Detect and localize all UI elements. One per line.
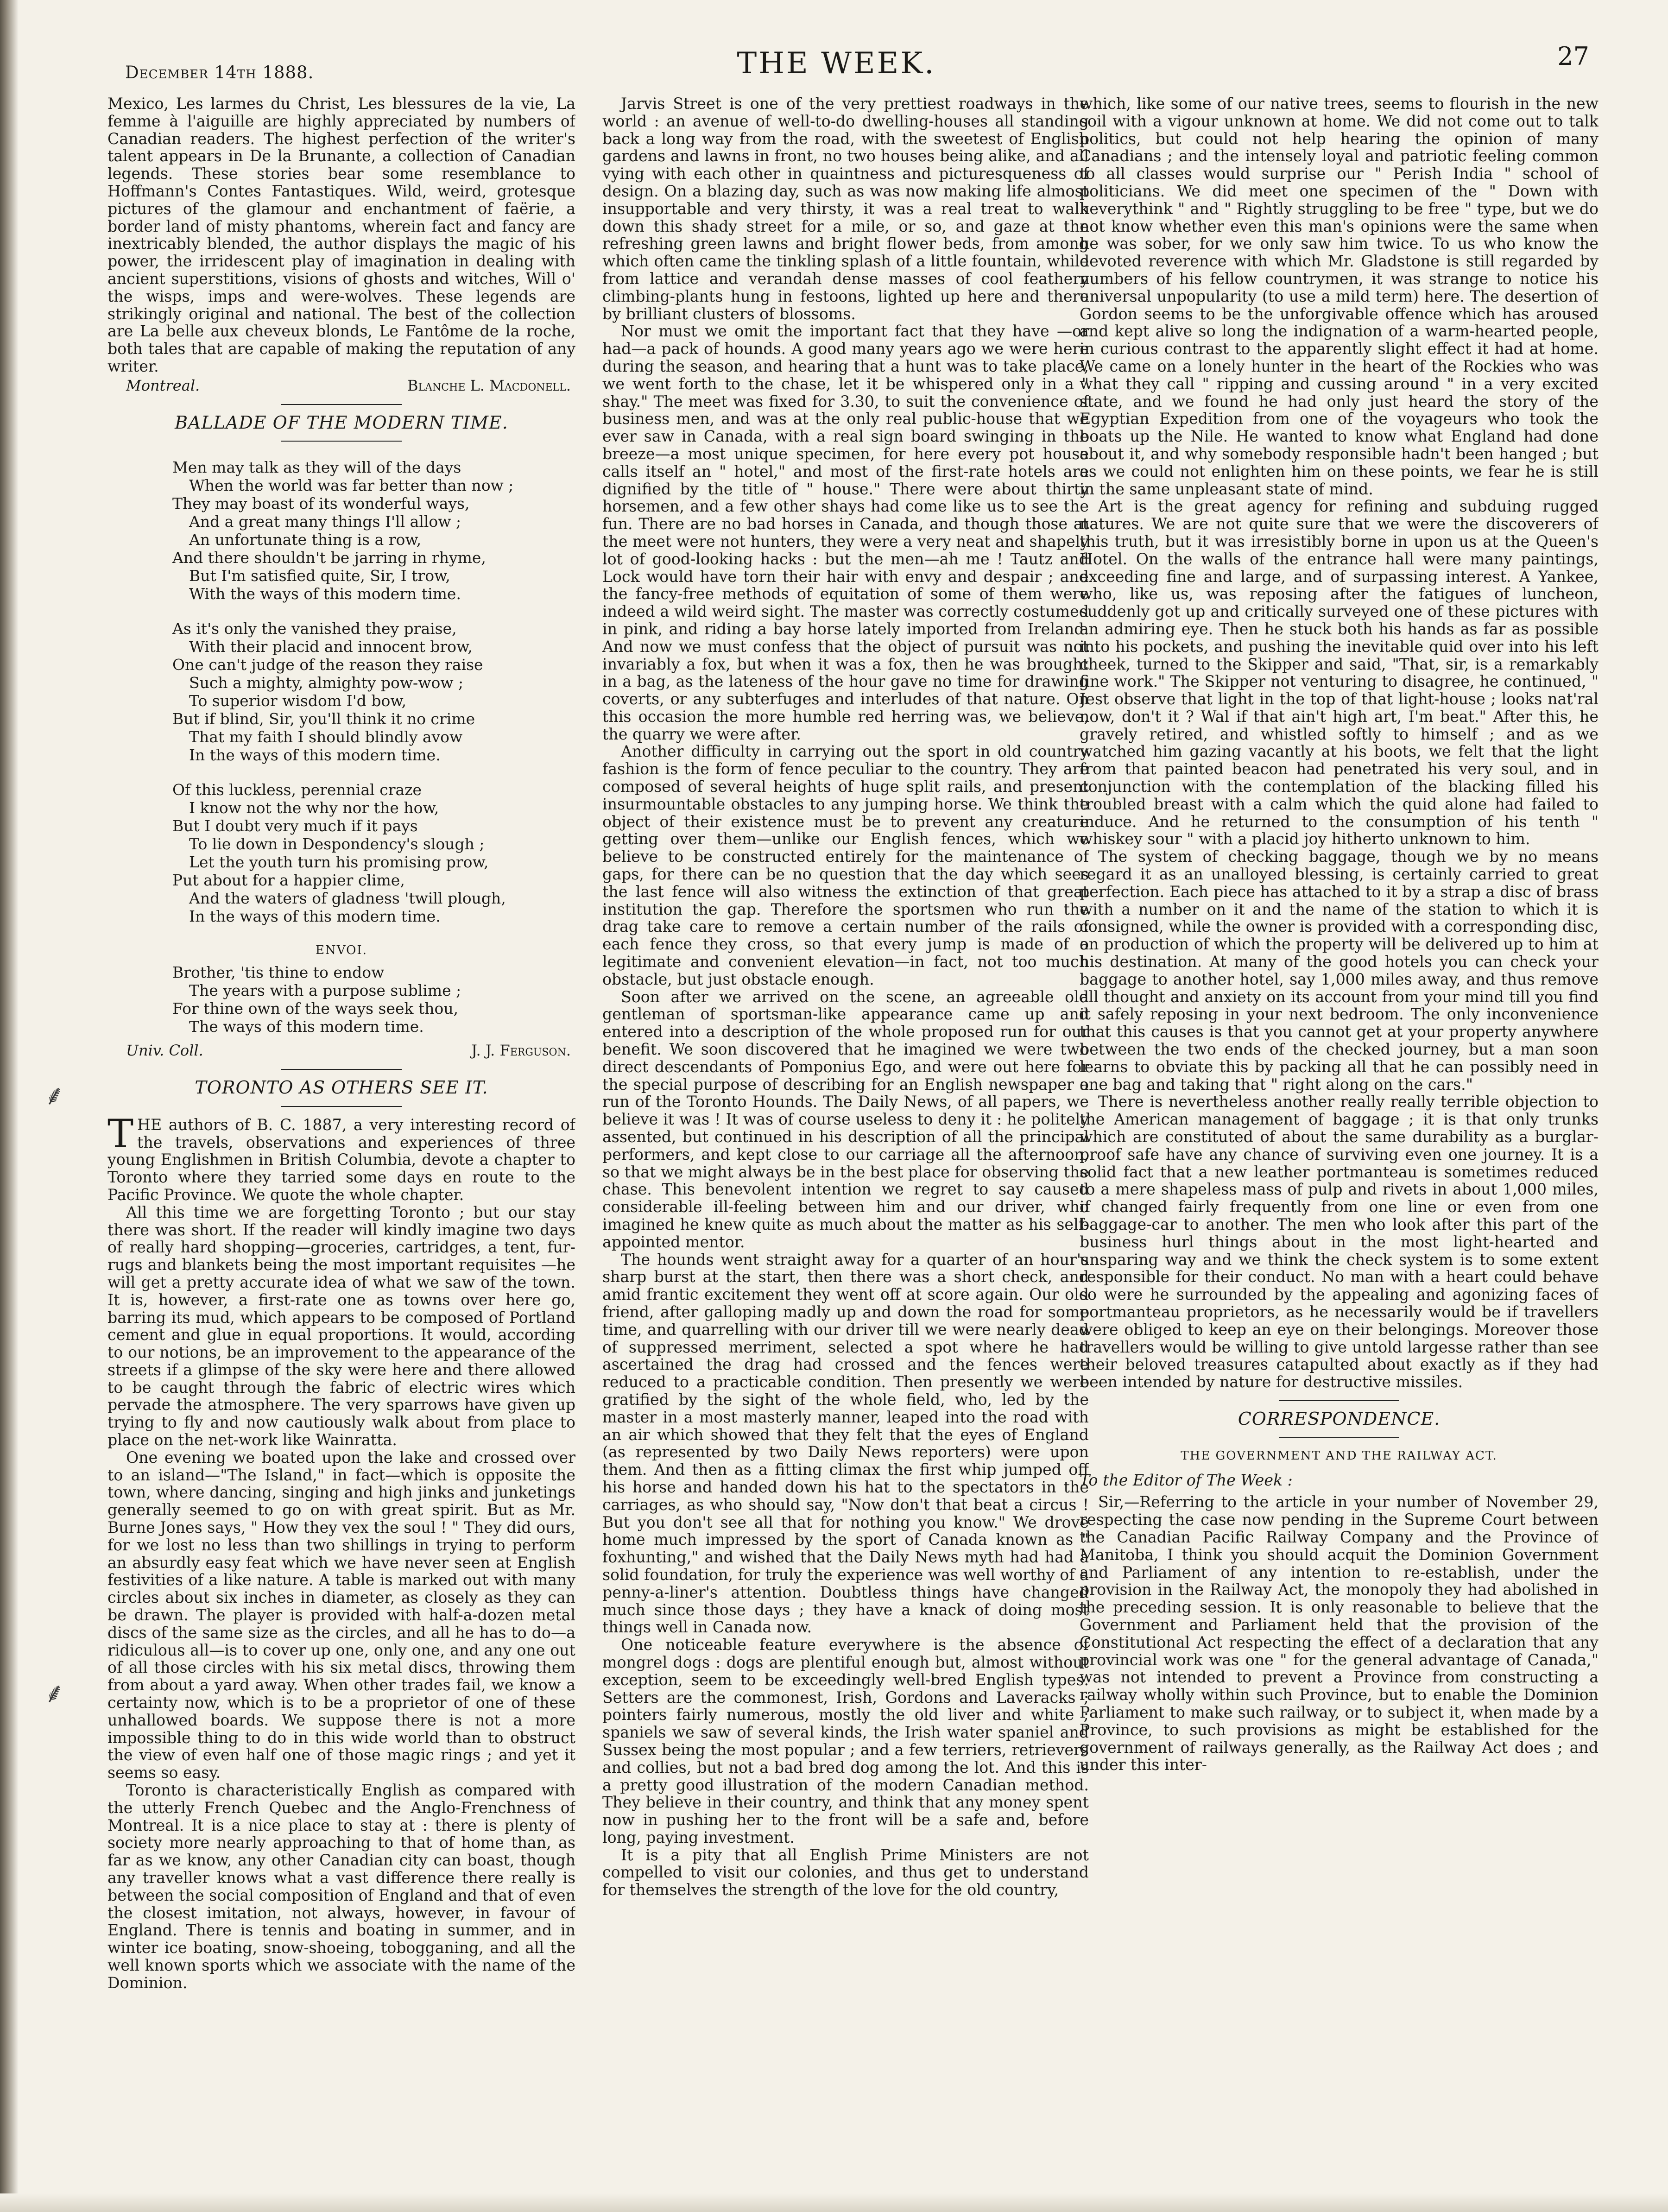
poem-line: And a great many things I'll allow ; (189, 512, 461, 531)
signature-macdonell (107, 377, 575, 395)
column-1 (107, 95, 575, 2180)
section-rule (281, 404, 402, 405)
poem-line: Of this luckless, perennial craze (172, 781, 422, 799)
poem-line: I know not the why nor the how, (189, 799, 439, 817)
poem-line: For thine own of the ways seek thou, (172, 999, 459, 1018)
poem-line: But I'm satisfied quite, Sir, I trow, (189, 567, 450, 585)
toronto-article-title: TORONTO AS OTHERS SEE IT. (195, 1077, 488, 1098)
toronto-paragraph-3: One evening we boated upon the lake and crossed over to an island—"The Island," in fact—which is opposite the town, where dancing, singing and high jinks and junketings generally seemed to go on with great spirit. But as Mr. Burne Jones says, " How they vex the soul ! " They did ours, for we lost no less than two shillings in trying to perform an absurdly easy feat which we have never seen at English festivities of a like nature. A table is marked out with many circles about six inches in diameter, as closely as they can be drawn. The player is provided with half-a-dozen metal discs of the same size as the circles, and all he has to do—a ridiculous all—is to cover up one, only one, and any one out of all those circles with his six metal discs, throwing them from about a yard away. When other trades fail, we know a certainty now, which is to be a proprietor of one of these unhallowed boards. We suppose there is not a more impossible thing to do in this wide world than to obstruct the view of even half one of those magic rings ; and yet it seems so easy. (107, 1448, 575, 1782)
prime-ministers-paragraph: It is a pity that all English Prime Ministers are not compelled to visit our colonies, and thus get to understand for themselves the strength of the love for the old country, (602, 1845, 1089, 1899)
drop-cap: T (107, 1111, 134, 1157)
jarvis-street-paragraph: Jarvis Street is one of the very prettiest roadways in the world : an avenue of well-to-do dwelling-houses all standing back a long way from the road, with the sweetest of English gardens and lawns in front, no two houses being alike, and all vying with each other in quaintness and picturesqueness of design. On a blazing day, such as was now making life almost insupportable and very thirsty, it was a real treat to walk down this shady street for a mile, or so, and gaze at the refreshing green lawns and bright flower beds, from among which often came the tinkling splash of a little fountain, while from lattice and verandah dense masses of cool feathery climbing-plants hung in festoons, lighted up here and there by brilliant clusters of blossoms. (602, 95, 1089, 323)
toronto-paragraph-4: Toronto is characteristically English as compared with the utterly French Quebec and the Anglo-Frenchness of Montreal. It is a nice place to stay at : there is plenty of society more nearly approaching to that of home than, as far as we know, any other Canadian city can boast, though any traveller knows what a vast difference there really is between the social composition of England and that of even the closest imitation, not always, however, in favour of England. There is tennis and boating in summer, and in winter ice boating, snow-shoeing, tobogganing, and all the well known sports which we associate with the name of the Dominion. (107, 1781, 575, 1992)
poem-line: Put about for a happier clime, (172, 871, 405, 890)
poem-line: The ways of this modern time. (189, 1018, 424, 1036)
page-header (83, 37, 1589, 93)
letter-salutation: To the Editor of The Week : (1080, 1471, 1293, 1489)
binding-edge (0, 0, 19, 2212)
toronto-paragraph-1 (107, 1111, 575, 1204)
poem-line: With their placid and innocent brow, (189, 638, 473, 656)
poem-line: Men may talk as they will of the days (172, 458, 461, 477)
section-rule (1279, 1400, 1399, 1401)
poem-line: When the world was far better than now ; (189, 476, 514, 495)
loyalty-paragraph: which, like some of our native trees, seems to flourish in the new soil with a vigour unknown at home. We did not come out to talk politics, but could not help hearing the opinion of many Canadians ; and the intensely loyal and patriotic feeling common to all classes would surprise our " Perish India " school of politicians. We did meet one specimen of the " Down with heverythink " and " Rightly struggling to be free " type, but we do not know whether even this man's opinions were the same when he was sober, for we only saw him twice. To us who know the devoted reverence with which Mr. Gladstone is still regarded by numbers of his fellow countrymen, it was strange to notice his universal unpopularity (to use a mild term) here. The desertion of Gordon seems to be the unforgivable offence which has aroused and kept alive so long the indignation of a warm-hearted people, in curious contrast to the apparently slight effect it had at home. We came on a lonely hunter in the heart of the Rockies who was what they call " ripping and cussing around " in a very excited state, and we found he had only just heard the story of the Egyptian Expedition from one of the voyageurs who took the boats up the Nile. He wanted to know what England had done about it, and why somebody responsible hadn't been hanged ; but as we could not enlighten him on these points, we fear he is still in the same unpleasant state of mind. (1080, 95, 1598, 498)
poem-line: In the ways of this modern time. (189, 746, 441, 765)
signature-name: Blanche L. Macdonell. (407, 376, 571, 394)
binding-thread-mark: ⸙ (44, 1079, 65, 1112)
letter-subhead: THE GOVERNMENT AND THE RAILWAY ACT. (1181, 1448, 1497, 1463)
stanza-3 (172, 781, 575, 925)
column-3 (1080, 95, 1598, 2180)
section-rule (281, 1069, 402, 1070)
fences-paragraph: Another difficulty in carrying out the sport in old country fashion is the form of fence peculiar to the country. They are composed of several heights of huge split rails, and present insurmountable obstacles to any jumping horse. We think the object of their existence must be to prevent any creature getting over them—unlike our English fences, which we believe to be constructed entirely for the maintenance of gaps, for there can be no question that the day which sees the last fence will also witness the extinction of that great institution the gap. Therefore the sportsmen who run the drag take care to remove a certain number of the rails of each fence they cross, so that every jump is made of a legitimate and convenient elevation—in fact, not too much obstacle, but just obstacle enough. (602, 742, 1089, 988)
poem-line: An unfortunate thing is a row, (189, 531, 422, 549)
dogs-paragraph: One noticeable feature everywhere is the absence of mongrel dogs : dogs are plentiful enough but, almost without exception, seem to be exceedingly well-bred English types. Setters are the commonest, Irish, Gordons and Laveracks ; pointers fairly numerous, mostly the old liver and white ; spaniels we saw of several kinds, the Irish water spaniel and Sussex being the most popular ; and a few terriers, retrievers and collies, but not a bad bred dog among the lot. And this is a pretty good illustration of the modern Canadian method. They believe in their country, and think that any money spent now in pushing her to the front will be a safe and, before long, paying investment. (602, 1636, 1089, 1846)
envoi-poem (172, 963, 575, 1036)
art-paragraph: Art is the great agency for refining and subduing rugged natures. We are not quite sure that we were the discoverers of this truth, but it was irresistibly borne in upon us at the Queen's Hotel. On the walls of the entrance hall were many paintings, exceeding fine and large, and of surpassing interest. A Yankee, who, like us, was reposing after the fatigues of luncheon, suddenly got up and critically surveyed one of these pictures with an admiring eye. Then he stuck both his hands as far as possible into his pockets, and pushing the inevitable quid over into his left cheek, turned to the Skipper and said, "That, sir, is a remarkably fine work." The Skipper not venturing to disagree, he continued, " Jest observe that light in the top of that light-house ; looks nat'ral now, don't it ? Wal if that ain't high art, I'm beat." After this, he gravely retired, and whistled softly to himself ; and as we watched him gazing vacantly at his boots, we felt that the light from that painted beacon had penetrated his very soul, and in conjunction with the contemplation of the blacking filled his troubled breast with a calm which the quid alone had failed to induce. And he returned to the consumption of his tenth " whiskey sour " with a placid joy hitherto unknown to him. (1080, 497, 1598, 848)
section-rule (1279, 1437, 1399, 1438)
hounds-paragraph: Nor must we omit the important fact that they have —or had—a pack of hounds. A good many years ago we were here during the season, and hearing that a hunt was to take place, we went forth to the chase, let it be whispered only in a " shay." The meet was fixed for 3.30, to suit the convenience of business men, and was at the only real public-house that we ever saw in Canada, with a real sign board swinging in the breeze—a most unique specimen, for here every pot house calls itself an " hotel," and most of the first-rate hotels are dignified by the title of " house." There were about thirty horsemen, and a few other shays had come like us to see the fun. There are no bad horses in Canada, and though those at the meet were not hunters, they were a very neat and shapely lot of good-looking hacks : but the men—ah me ! Tautz and Lock would have torn their hair with envy and despair ; and the fancy-free methods of equitation of some of them were indeed a wild weird sight. The master was correctly costumed in pink, and riding a bay horse lately imported from Ireland. And now we must confess that the object of pursuit was not invariably a fox, but when it was a fox, then he was brought in a bag, as the lateness of the hour gave no time for drawing coverts, or any subterfuges and interludes of that nature. On this occasion the more humble red herring was, we believe, the quarry we were after. (602, 322, 1089, 743)
section-rule (281, 1106, 402, 1107)
signature-place: Univ. Coll. (126, 1042, 203, 1060)
poem-line: Such a mighty, almighty pow-wow ; (189, 674, 464, 692)
stanza-2 (172, 619, 575, 764)
poem-line: Let the youth turn his promising prow, (189, 853, 489, 872)
poem-line: They may boast of its wonderful ways, (172, 494, 470, 513)
letter-body: Sir,—Referring to the article in your number of November 29, respecting the case now pending in the Supreme Court between the Canadian Pacific Railway Company and the Province of Manitoba, I think you should acquit the Dominion Government and Parliament of any intention to re-establish, under the provision in the Railway Act, the monopoly they had abolished in the preceding session. It is only reasonable to believe that the Government and Parliament held that the provision of the Constitutional Act respecting the effect of a declaration that any provincial work was one " for the general advantage of Canada," was not intended to prevent a Province from constructing a railway wholly within such Province, but to enable the Dominion Parliament to make such railway, or to subject it, when made by a Province, to such provisions as might be established for the government of railways generally, as the Railway Act does ; and under this inter- (1080, 1493, 1598, 1774)
old-gentleman-paragraph: Soon after we arrived on the scene, an agreeable old gentleman of sportsman-like appearance came up and entered into a description of the whole proposed run for our benefit. We soon discovered that he imagined we were two direct descendants of Pomponius Ego, and were out here for the special purpose of describing for an English newspaper a run of the Toronto Hounds. The Daily News, of all papers, we believe it was ! It was of course useless to deny it : he politely assented, but continued in his description of all the principal performers, and kept close to our carriage all the afternoon, so that we might always be in the best place for observing the chase. This benevolent intention we regret to say caused considerable ill-feeling between him and our driver, who imagined he knew quite as much about the matter as his self-appointed mentor. (602, 987, 1089, 1251)
poem-line: As it's only the vanished they praise, (172, 619, 457, 638)
page-number: 27 (1557, 42, 1589, 71)
poem-line: But I doubt very much if it pays (172, 817, 418, 835)
poem-line: One can't judge of the reason they raise (172, 656, 483, 674)
poem-line: In the ways of this modern time. (189, 907, 441, 926)
issue-date: December 14th 1888. (125, 63, 314, 82)
binding-thread-mark: ⸙ (44, 1677, 65, 1709)
ballade-title: BALLADE OF THE MODERN TIME. (175, 412, 508, 433)
signature-name: J. J. Ferguson. (471, 1042, 571, 1060)
poem-line: The years with a purpose sublime ; (189, 981, 461, 1000)
poem-line: But if blind, Sir, you'll think it no crime (172, 710, 475, 728)
poem-line: Brother, 'tis thine to endow (172, 963, 385, 982)
poem-line: And the waters of gladness 'twill plough, (189, 889, 506, 908)
page-bottom-shade (0, 2193, 1668, 2212)
ballade-poem (172, 458, 575, 925)
signature-ferguson (107, 1042, 575, 1060)
column-2 (602, 95, 1089, 2180)
envoi-label: ENVOI. (316, 943, 367, 958)
toronto-paragraph-2: All this time we are forgetting Toronto ; but our stay there was short. If the reader will kindly imagine two days of really hard shopping—groceries, cartridges, a tent, fur-rugs and blankets being the most important requisites —he will get a pretty accurate idea of what we saw of the town. It is, however, a first-rate one as towns over here go, barring its mud, which appears to be composed of Portland cement and glue in equal proportions. It would, according to our notions, be an improvement to the appearance of the streets if a glimpse of the sky were here and there allowed to be caught through the fabric of electric wires which pervade the atmosphere. The very sparrows have given up trying to fly and now cautiously walk about from place to place on the net-work like Wainratta. (107, 1203, 575, 1449)
stanza-1 (172, 458, 575, 603)
review-continuation: Mexico, Les larmes du Christ, Les blessures de la vie, La femme à l'aiguille are highly appreciated by numbers of Canadian readers. The highest perfection of the writer's talent appears in De la Brunante, a collection of Canadian legends. These stories bear some resemblance to Hoffmann's Contes Fantastiques. Wild, weird, grotesque pictures of the glamour and enchantment of faërie, a border land of misty phantoms, wherein fact and fancy are inextricably blended, the author displays the magic of his power, the irridescent play of imagination in dealing with ancient superstitions, visions of ghosts and witches, Will o' the wisps, imps and were-wolves. These legends are strikingly original and national. The best of the collection are La belle aux cheveux blonds, Le Fantôme de la roche, both tales that are capable of making the reputation of any writer. (107, 95, 575, 375)
baggage-paragraph: The system of checking baggage, though we by no means regard it as an unalloyed blessing, is certainly carried to great perfection. Each piece has attached to it by a strap a disc of brass with a number on it and the name of the station to which it is consigned, while the owner is provided with a corresponding disc, on production of which the property will be delivered up to him at his destination. At many of the good hotels you can check your baggage to another hotel, say 1,000 miles away, and thus remove all thought and anxiety on its account from your mind till you find it safely reposing in your next bedroom. The only inconvenience that this causes is that you cannot get at your property anywhere between the two ends of the checked journey, but a man soon learns to obviate this by packing all that he can possibly need in one bag and taking that " right along on the cars." (1080, 847, 1598, 1093)
poem-line: And there shouldn't be jarring in rhyme, (172, 549, 486, 567)
poem-line: To superior wisdom I'd bow, (189, 692, 407, 710)
poem-line: With the ways of this modern time. (189, 585, 461, 603)
correspondence-title: CORRESPONDENCE. (1238, 1408, 1441, 1429)
masthead-title: THE WEEK. (737, 46, 936, 81)
poem-line: That my faith I should blindly avow (189, 728, 463, 746)
envoi-stanza (172, 963, 575, 1036)
signature-place: Montreal. (126, 376, 200, 394)
section-rule (281, 441, 402, 442)
hunt-run-paragraph: The hounds went straight away for a quarter of an hour's sharp burst at the start, then there was a short check, and amid frantic excitement they went off at score again. Our old friend, after galloping madly up and down the road for some time, and quarrelling with our driver till we were nearly dead of suppressed merriment, selected a spot where he had ascertained the drag had crossed and the fences were reduced to a practicable condition. Then presently we were gratified by the sight of the whole field, who, led by the master in a most masterly manner, leaped into the road with an air which showed that they felt that the eyes of England (as represented by two Daily News reporters) were upon them. And then as a fitting climax the first whip jumped off his horse and handed down his hat to the spectators in the carriages, as who should say, "Now don't that beat a circus ! But you don't see all that for nothing you know." We drove home much impressed by the sport of Canada known as " foxhunting," and wished that the Daily News myth had had a solid foundation, for truly the experience was well worthy of a penny-a-liner's attention. Doubtless things have changed much since those days ; they have a knack of doing most things well in Canada now. (602, 1250, 1089, 1637)
poem-line: To lie down in Despondency's slough ; (189, 835, 485, 853)
baggage-objection-paragraph: There is nevertheless another really really terrible objection to the American management of baggage ; it is that only trunks which are constituted of about the same durability as a burglar-proof safe have any chance of surviving even one journey. It is a solid fact that a new leather portmanteau is sometimes reduced to a mere shapeless mass of pulp and rivets in about 1,000 miles, if changed fairly frequently from one line or even from one baggage-car to another. The men who look after this part of the business hurl things about in the most light-hearted and unsparing way and we think the check system is to some extent responsible for their conduct. No man with a heart could behave so were he surrounded by the appealing and agonizing faces of portmanteau proprietors, as he necessarily would be if travellers were obliged to keep an eye on their belongings. Moreover those travellers would be willing to give untold largesse rather than see their beloved treasures catapulted about exactly as if they had been intended by nature for destructive missiles. (1080, 1093, 1598, 1391)
paragraph-text: HE authors of B. C. 1887, a very interesting record of the travels, observations and experiences of three young Englishmen in British Columbia, devote a chapter to Toronto where they tarried some days en route to the Pacific Province. We quote the whole chapter. (107, 1115, 575, 1204)
